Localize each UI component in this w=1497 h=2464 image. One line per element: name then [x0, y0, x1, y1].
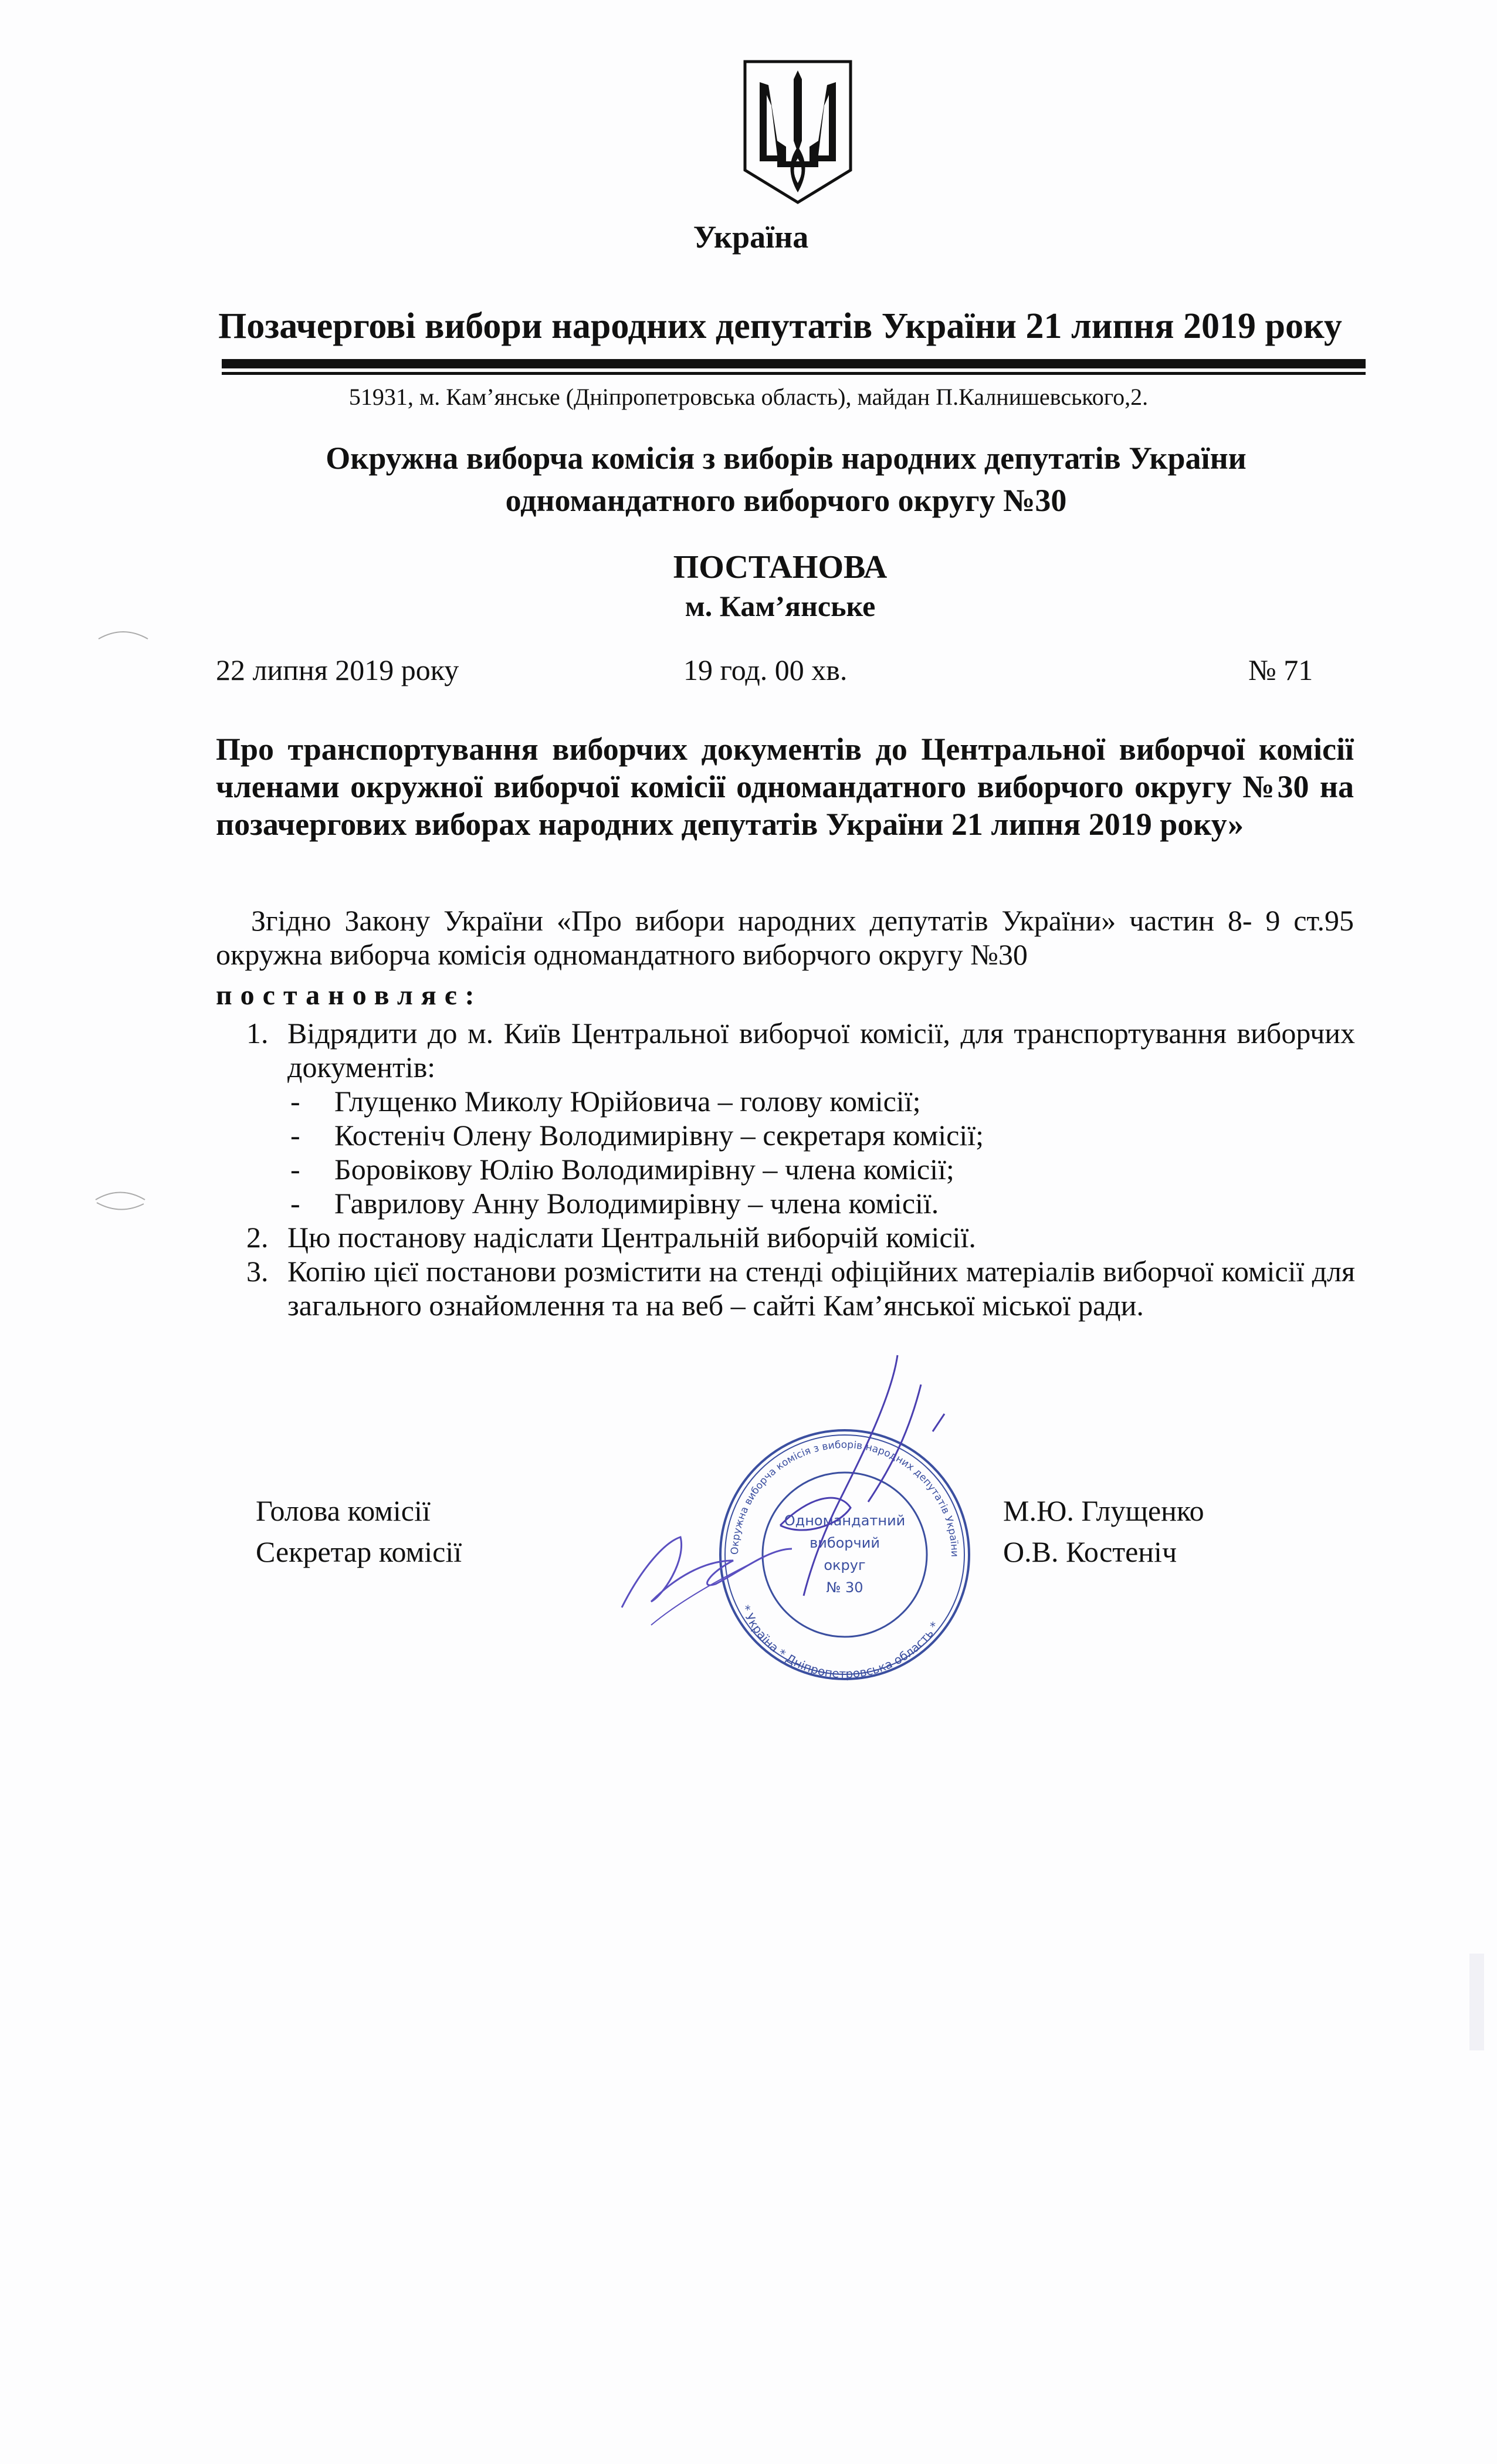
sub-item-text: Боровікову Юлію Володимирівну – члена комісії; [334, 1153, 954, 1186]
commission-name-line1: Окружна виборча комісія з виборів народних депутатів України [326, 441, 1247, 476]
intro-paragraph [216, 903, 1354, 972]
stamp-center-line2: виборчий [810, 1535, 880, 1551]
scan-edge-artifact [1469, 1954, 1484, 2050]
header-rule-thick [222, 359, 1366, 368]
sub-list-item [235, 1118, 1355, 1152]
commission-address: 51931, м. Кам’янське (Дніпропетровська область), майдан П.Калнишевського,2. [348, 384, 1149, 410]
document-title: Про транспортування виборчих документів до Центральної виборчої комісії членами окружної виборчої комісії одномандатного виборчого округу №30 на позачергових виборах народних депутатів України 21 липня 2019 року» [216, 732, 1354, 842]
header-rule-thin [222, 372, 1366, 375]
stamp-center-line3: округ [824, 1557, 866, 1573]
document-time: 19 год. 00 хв. [683, 654, 848, 686]
intro-text: Згідно Закону України «Про вибори народних депутатів України» частин 8- 9 ст.95 окружна виборча комісія одномандатного виборчого округу №30 [216, 904, 1354, 971]
sub-item-text: Костеніч Олену Володимирівну – секретаря комісії; [334, 1119, 984, 1152]
signatory-role-chair: Голова комісії [256, 1494, 431, 1527]
commission-name [211, 437, 1361, 522]
signatory-name-secretary: О.В. Костеніч [1003, 1535, 1177, 1568]
ukraine-trident-emblem-icon [742, 59, 854, 205]
list-item [235, 1016, 1355, 1084]
item-number: 1. [246, 1017, 269, 1050]
item-text: Відрядити до м. Київ Центральної виборчої комісії, для транспортування виборчих документів: [287, 1017, 1355, 1084]
handwritten-signature-icon [616, 1349, 1027, 1631]
document-type: ПОСТАНОВА [673, 549, 888, 585]
commission-name-line2: одномандатного виборчого округу №30 [505, 483, 1067, 518]
stamp-outer-text: Окружна виборча комісія з виборів народних депутатів України [729, 1439, 961, 1558]
dash-bullet-icon: - [290, 1153, 300, 1186]
sub-item-text: Глущенко Миколу Юрійовича – голову комісії; [334, 1085, 921, 1118]
hole-punch-mark [91, 1179, 150, 1220]
election-header: Позачергові вибори народних депутатів України 21 липня 2019 року [218, 306, 1342, 346]
hole-punch-mark [94, 625, 153, 648]
list-item [235, 1220, 1355, 1254]
document-number: № 71 [1248, 654, 1313, 686]
stamp-bottom-text: * Україна * Дніпропетровська область * [738, 1603, 942, 1681]
item-text: Цю постанову надіслати Центральній виборчій комісії. [287, 1221, 976, 1254]
stamp-center-line1: Одномандатний [784, 1512, 906, 1529]
document-date: 22 липня 2019 року [216, 654, 459, 686]
item-text: Копію цієї постанови розмістити на стенді офіційних матеріалів виборчої комісії для загального ознайомлення та на веб – сайті Кам’янської міської ради. [287, 1255, 1355, 1322]
dash-bullet-icon: - [290, 1187, 300, 1220]
dash-bullet-icon: - [290, 1119, 300, 1152]
document-city: м. Кам’янське [685, 590, 876, 622]
item-number: 2. [246, 1221, 269, 1254]
sub-list-item [235, 1152, 1355, 1186]
country-label: Україна [693, 219, 809, 255]
stamp-center-line4: № 30 [826, 1579, 863, 1596]
signatory-role-secretary: Секретар комісії [256, 1535, 462, 1568]
decree-word: постановляє: [216, 980, 483, 1011]
list-item [235, 1254, 1355, 1322]
sub-list-item [235, 1084, 1355, 1118]
sub-list-item [235, 1186, 1355, 1220]
resolution-list [235, 1016, 1355, 1322]
dash-bullet-icon: - [290, 1085, 300, 1118]
item-number: 3. [246, 1255, 269, 1288]
signatory-name-chair: М.Ю. Глущенко [1003, 1494, 1204, 1527]
sub-item-text: Гаврилову Анну Володимирівну – члена комісії. [334, 1187, 939, 1220]
